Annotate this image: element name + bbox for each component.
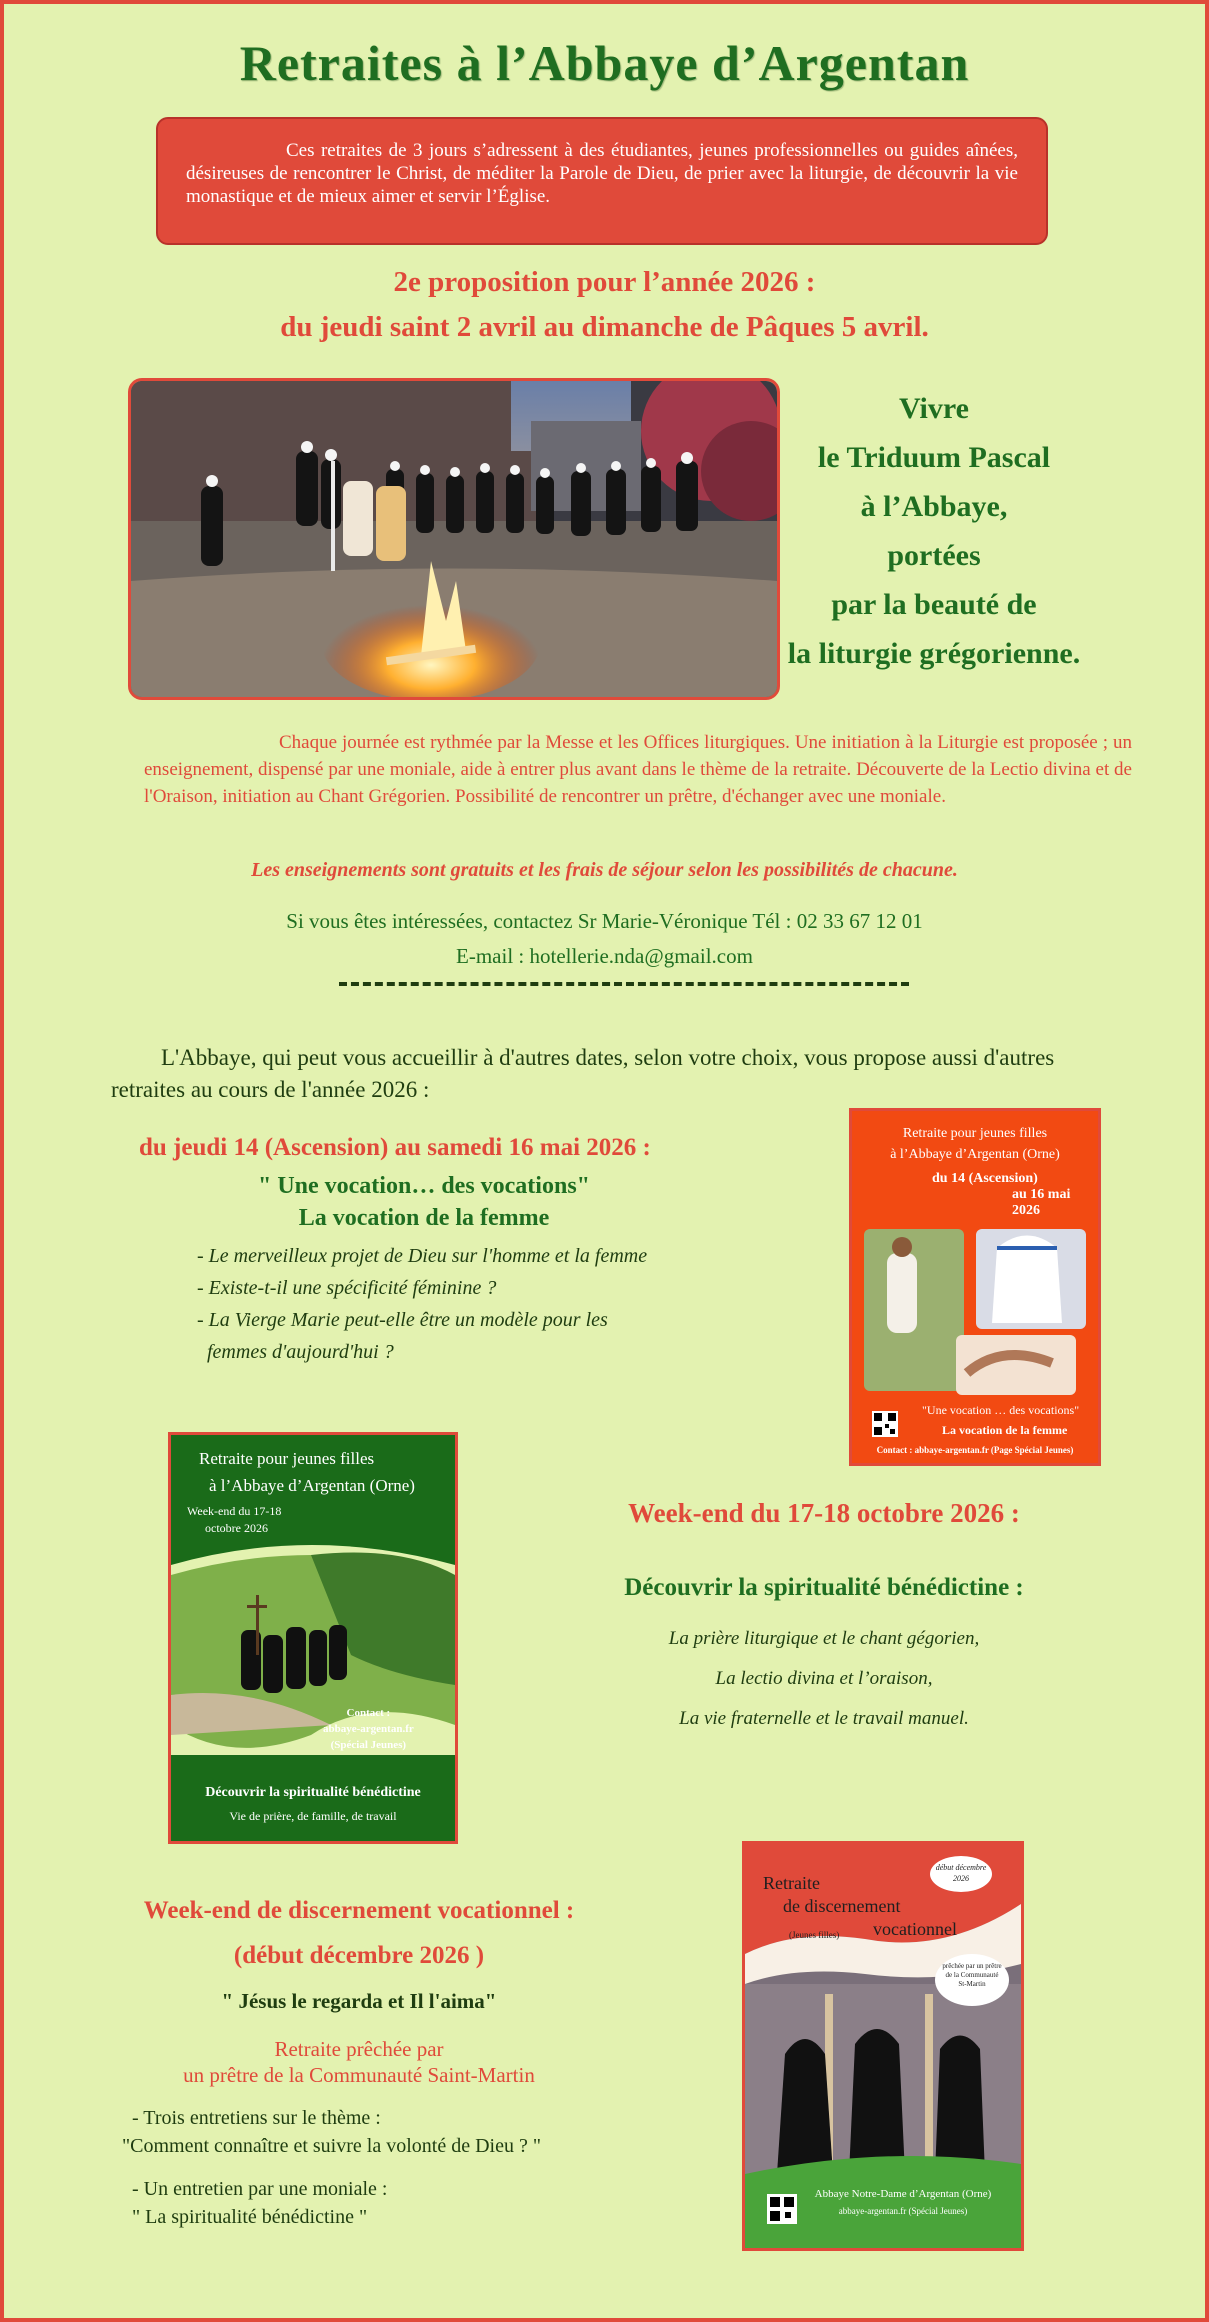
- retreat1-theme: " Une vocation… des vocations": [258, 1173, 590, 1199]
- schedule-paragraph: Chaque journée est rythmée par la Messe et les Offices liturgiques. Une initiation à la Liturgie est proposée ; un enseignement, dispensé par une moniale, aide à entrer plus avant dans le thème de la retraite. Découverte de la Lectio divina et de l'Oraison, initiation au Chant Grégorien. Possibilité de rencontrer un prêtre, d'échanger avec une moniale.: [144, 732, 1132, 807]
- poster1-sub: La vocation de la femme: [942, 1423, 1068, 1437]
- poster1-dates2: au 16 mai 2026: [1012, 1187, 1071, 1218]
- retreat1-subtheme: La vocation de la femme: [298, 1205, 550, 1231]
- list-item: La vie fraternelle et le travail manuel.: [679, 1708, 969, 1729]
- vivre-line: à l’Abbaye,: [860, 490, 1008, 523]
- list-item: - Le merveilleux projet de Dieu sur l'homme et la femme: [197, 1245, 648, 1267]
- october-retreat-poster: [168, 1432, 458, 1844]
- vivre-line: Vivre: [899, 392, 969, 425]
- poster2-dates: Week-end du 17-18: [187, 1504, 282, 1518]
- retreat2-topics: [524, 1619, 1124, 1739]
- retreat3-item2a: - Un entretien par une moniale :: [132, 2178, 388, 2200]
- poster3-title-line: de discernement: [783, 1896, 901, 1916]
- triduum-text: [784, 384, 1084, 678]
- list-item: La lectio divina et l’oraison,: [715, 1668, 933, 1689]
- list-item: - La Vierge Marie peut-elle être un modèle pour les: [197, 1309, 608, 1331]
- retreat2-date: Week-end du 17-18 octobre 2026 :: [628, 1498, 1020, 1528]
- poster2-contact-line: (Spécial Jeunes): [330, 1739, 407, 1751]
- retreat3-item1a: - Trois entretiens sur le thème :: [132, 2107, 381, 2129]
- poster1-line: Retraite pour jeunes filles: [902, 1126, 1048, 1141]
- retreat3-quote: " Jésus le regarda et Il l'aima": [221, 1989, 497, 2013]
- intro-box: Ces retraites de 3 jours s’adressent à des étudiantes, jeunes professionnelles ou guides aînées, désireuses de rencontrer le Christ, de méditer la Parole de Dieu, de prier avec la liturgie, de découvrir la vie monastique et de mieux aimer et servir l’Église.: [156, 117, 1048, 245]
- poster2-line: à l’Abbaye d’Argentan (Orne): [209, 1476, 415, 1495]
- poster3-preacher-oval: prêchée par un prêtre de la Communauté St-Martin: [935, 1954, 1009, 2006]
- retreat1-date: du jeudi 14 (Ascension) au samedi 16 mai 2026 :: [139, 1134, 651, 1161]
- poster1-heading: [852, 1111, 1098, 1165]
- poster1-photos: [852, 1223, 1098, 1403]
- vivre-line: le Triduum Pascal: [817, 441, 1051, 474]
- retreat3-preached2: un prêtre de la Communauté Saint-Martin: [183, 2063, 535, 2087]
- poster3-oval-line: 2026: [953, 1874, 969, 1883]
- list-item: femmes d'aujourd'hui ?: [207, 1341, 394, 1363]
- list-item: La prière liturgique et le chant gégorien,: [668, 1628, 980, 1649]
- poster2-contact-line: Contact :: [346, 1707, 391, 1719]
- poster3-bottom1: Abbaye Notre-Dame d’Argentan (Orne): [814, 2188, 992, 2200]
- poster2-bottom2: Vie de prière, de famille, de travail: [229, 1809, 397, 1823]
- poster3-bottom2: abbaye-argentan.fr (Spécial Jeunes): [838, 2206, 968, 2216]
- poster2-heading: [199, 1445, 415, 1499]
- poster2-line: Retraite pour jeunes filles: [199, 1449, 375, 1468]
- poster3-title-line: Retraite: [763, 1873, 820, 1893]
- ascension-retreat-poster: [849, 1108, 1101, 1466]
- poster2-dates-block: [187, 1503, 281, 1537]
- easter-vigil-illustration: [131, 381, 777, 697]
- retreat3-dates: (début décembre 2026 ): [233, 1942, 485, 1969]
- vivre-line: portées: [887, 539, 981, 572]
- poster3-date-oval: [930, 1856, 992, 1892]
- retreat3-preached1: Retraite prêchée par: [274, 2037, 444, 2061]
- poster2-contact: [323, 1705, 414, 1753]
- other-retreats-intro: L'Abbaye, qui peut vous accueillir à d'autres dates, selon votre choix, vous propose aussi d'autres retraites au cours de l'année 2026 :: [111, 1045, 1055, 1102]
- poster2-dates2: octobre 2026: [205, 1521, 268, 1535]
- poster3-subtitle: (Jeunes filles): [789, 1930, 840, 1940]
- vivre-line: par la beauté de: [831, 588, 1037, 621]
- retreat2-theme: Découvrir la spiritualité bénédictine :: [624, 1574, 1024, 1601]
- retreat1-topics: [197, 1240, 647, 1368]
- page-title: Retraites à l’Abbaye d’Argentan: [239, 35, 970, 91]
- divider: [339, 982, 909, 986]
- poster1-line: à l’Abbaye d’Argentan (Orne): [890, 1147, 1060, 1162]
- poster2-contact-line: abbaye-argentan.fr: [323, 1723, 414, 1735]
- poster1-quote: "Une vocation … des vocations": [922, 1403, 1080, 1417]
- qr-code-icon: [872, 1411, 898, 1437]
- easter-vigil-photo: [128, 378, 780, 700]
- list-item: - Existe-t-il une spécificité féminine ?: [197, 1277, 497, 1299]
- retreat3-item1b: "Comment connaître et suivre la volonté de Dieu ? ": [122, 2135, 541, 2157]
- discernment-retreat-poster: [742, 1841, 1024, 2251]
- email-line: E-mail : hotellerie.nda@gmail.com: [456, 944, 753, 968]
- retreat3-title: Week-end de discernement vocationnel :: [143, 1897, 575, 1924]
- poster3-title-line: vocationnel: [873, 1919, 957, 1939]
- contact-line: Si vous êtes intéressées, contactez Sr Marie-Véronique Tél : 02 33 67 12 01: [286, 909, 923, 933]
- proposal-line1: 2e proposition pour l’année 2026 :: [393, 266, 816, 298]
- proposal-line2: du jeudi saint 2 avril au dimanche de Pâques 5 avril.: [280, 311, 929, 343]
- poster1-contact: Contact : abbaye-argentan.fr (Page Spécial Jeunes): [876, 1445, 1074, 1455]
- retreat3-item2b: " La spiritualité bénédictine ": [132, 2206, 368, 2228]
- poster2-bottom1: Découvrir la spiritualité bénédictine: [205, 1785, 421, 1800]
- poster3-oval-line: début décembre: [935, 1863, 987, 1872]
- costs-note: Les enseignements sont gratuits et les frais de séjour selon les possibilités de chacune.: [251, 859, 958, 881]
- vivre-line: la liturgie grégorienne.: [787, 637, 1081, 670]
- poster1-dates: du 14 (Ascension): [932, 1171, 1038, 1186]
